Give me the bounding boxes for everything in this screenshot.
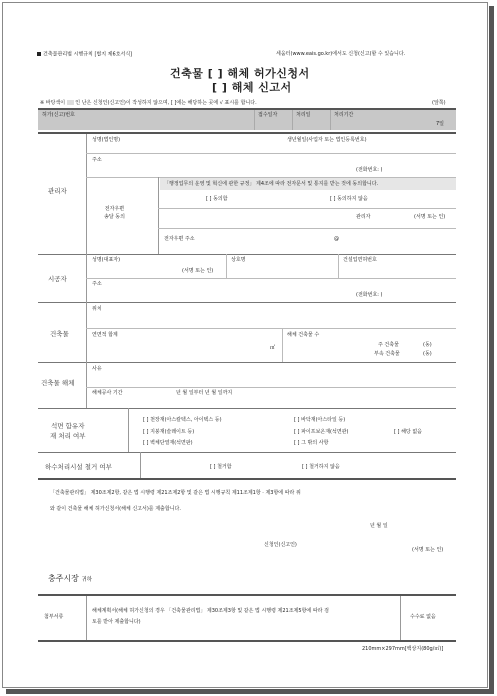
demolition-period-value: 년 월 일부터 년 월 일까지 xyxy=(176,390,233,396)
period-value: 7일 xyxy=(436,121,445,127)
main-building-unit: (동) xyxy=(423,342,432,348)
manager-vertical-divider xyxy=(86,134,87,254)
sub-building-label: 부속 건축물 xyxy=(374,351,400,357)
constructor-name-label: 성명(대표자) xyxy=(92,257,121,263)
declaration-line2: 와 같이 건축물 해체 허가신청서(해체 신고서)를 제출합니다. xyxy=(50,506,181,512)
constructor-company-label: 상호명 xyxy=(231,257,246,263)
manager-birth-label: 생년월일(사업자 또는 법인등록번호) xyxy=(287,137,367,143)
email-at-sign: @ xyxy=(334,236,339,242)
manager-bottom-rule xyxy=(38,254,456,255)
attachments-label: 첨부서류 xyxy=(44,614,64,620)
receipt-divider-3 xyxy=(330,110,331,130)
email-consent-label: 전자우편 송달 동의 xyxy=(104,206,125,220)
instructions xyxy=(40,100,257,106)
constructor-row-rule xyxy=(86,278,456,279)
asbestos-opt-pipe[interactable]: [ ] 파이프보온재(석면관) xyxy=(294,429,349,435)
consent-divider xyxy=(158,177,159,254)
receipt-date-label: 접수일자 xyxy=(258,112,278,118)
page-shadow-right xyxy=(489,6,494,692)
septic-opt-remove[interactable]: [ ] 철거함 xyxy=(210,464,232,470)
demolition-row-rule xyxy=(86,387,456,388)
receipt-divider-2 xyxy=(292,110,293,130)
manager-address-label: 주소 xyxy=(92,157,102,163)
asbestos-opt-roof[interactable]: [ ] 지붕재(슬레이트 등) xyxy=(143,429,195,435)
constructor-divider-2 xyxy=(338,254,339,278)
page-shadow-bottom xyxy=(6,689,494,694)
asbestos-section-label: 석면 함유자 재 처리 여부 xyxy=(50,422,86,440)
receipt-divider-1 xyxy=(254,110,255,130)
form-title-line1: 건축물 [ ] 해체 허가신청서 xyxy=(170,67,310,80)
building-section-label: 건축물 xyxy=(50,330,69,338)
constructor-phone: (전화번호: ) xyxy=(356,292,383,298)
recipient xyxy=(48,575,92,584)
bullet-icon xyxy=(37,52,41,56)
asbestos-opt-other[interactable]: [ ] 그 밖의 사항 xyxy=(294,440,329,446)
manager-section-label: 관리자 xyxy=(48,187,67,195)
receipt-row xyxy=(38,110,456,130)
constructor-bottom-rule xyxy=(38,302,456,303)
fee-label: 수수료 없음 xyxy=(410,614,436,620)
paper-size: 210mm×297mm[백상지(80g/㎡)] xyxy=(362,646,444,652)
consent-agree-option[interactable]: [ ] 동의함 xyxy=(206,196,228,202)
consent-row-rule-2 xyxy=(158,228,456,229)
asbestos-bottom-rule xyxy=(38,452,456,453)
attachments-divider-1 xyxy=(86,596,87,640)
consent-sign-note: (서명 또는 인) xyxy=(414,214,446,220)
declaration-line1: 「건축물관리법」 제30조제2항, 같은 법 시행령 제21조제2항 및 같은 법 시행규칙 제11조제1항 · 제3항에 따라 위 xyxy=(50,490,301,496)
constructor-divider-1 xyxy=(226,254,227,278)
constructor-license-label: 건설업면허번호 xyxy=(343,257,377,263)
instructions-part1: ※ 바탕색이 xyxy=(40,100,66,106)
email-address-label: 전자우편 주소 xyxy=(164,236,195,242)
receipt-bottom-rule xyxy=(38,132,456,134)
declaration-date: 년 월 일 xyxy=(370,523,388,529)
online-notice: 세움터(www.eais.go.kr)에서도 신청(신고)할 수 있습니다. xyxy=(276,51,406,57)
building-count-label: 해체 건축물 수 xyxy=(287,332,320,338)
attachments-top-rule xyxy=(38,594,456,596)
building-divider xyxy=(282,328,283,362)
manager-row-rule-1 xyxy=(86,153,456,154)
consent-text: 「행정업무의 운영 및 혁신에 관한 규정」 제4조에 따라 전자문서 및 통지를 받는 것에 동의합니다. xyxy=(164,181,379,187)
attachments-bottom-rule xyxy=(38,640,456,642)
septic-bottom-rule xyxy=(38,478,456,480)
building-bottom-rule xyxy=(38,362,456,363)
demolition-bottom-rule xyxy=(38,408,456,409)
manager-name-label: 성명(법인명) xyxy=(92,137,121,143)
applicant-label: 신청인(신고인) xyxy=(264,542,297,548)
consent-row-rule xyxy=(158,208,456,209)
process-date-label: 처리일 xyxy=(296,112,311,118)
attachments-text-line2: 토를 받아 제출합니다) xyxy=(92,619,141,625)
attachments-divider-2 xyxy=(400,596,401,640)
form-reference-text: 건축물관리법 시행규칙 [별지 제6호서식] xyxy=(43,51,133,58)
asbestos-opt-wall[interactable]: [ ] 벽체단열재(석면판) xyxy=(143,440,193,446)
recipient-name: 충주시장 xyxy=(48,574,79,583)
constructor-sign-note: (서명 또는 인) xyxy=(182,268,214,274)
building-area-unit: ㎡ xyxy=(270,345,276,351)
constructor-section-label: 시공자 xyxy=(48,275,67,283)
consent-disagree-option[interactable]: [ ] 동의하지 않음 xyxy=(330,196,368,202)
septic-opt-keep[interactable]: [ ] 철거하지 않음 xyxy=(302,464,340,470)
demolition-period-label: 해체공사 기간 xyxy=(92,390,123,396)
recipient-suffix: 귀하 xyxy=(81,577,93,583)
period-label: 처리기간 xyxy=(334,112,354,118)
sub-building-unit: (동) xyxy=(423,351,432,357)
demolition-reason-label: 사유 xyxy=(92,366,102,372)
building-area-label: 연면적 합계 xyxy=(92,332,118,338)
demolition-section-label: 건축물 해체 xyxy=(41,379,75,387)
form-title-line2: [ ] 해체 신고서 xyxy=(212,81,292,94)
asbestos-opt-floor[interactable]: [ ] 바닥재(아스타일 등) xyxy=(294,417,346,423)
constructor-address-label: 주소 xyxy=(92,281,102,287)
asbestos-opt-none[interactable]: [ ] 해당 없음 xyxy=(394,429,422,435)
asbestos-vertical-divider xyxy=(128,408,129,452)
page-side: (앞쪽) xyxy=(432,100,446,106)
asbestos-opt-ceiling[interactable]: [ ] 천장재(아스칼텍스, 아이텍스 등) xyxy=(143,417,222,423)
manager-phone: (전화번호: ) xyxy=(356,167,383,173)
main-building-label: 주 건축물 xyxy=(378,342,399,348)
consent-sign-role: 관리자 xyxy=(356,214,371,220)
receipt-number-label: 허가(신고)번호 xyxy=(42,112,75,118)
building-location-label: 위치 xyxy=(92,306,102,312)
demolition-vertical-divider xyxy=(86,362,87,408)
instructions-part2: 인 난은 신청인(신고인)이 작성하지 않으며, [ ]에는 해당하는 곳에 √ 표시를 합니다. xyxy=(75,100,257,106)
gray-swatch xyxy=(67,100,74,105)
building-row-rule xyxy=(86,328,456,329)
form-reference xyxy=(37,52,132,58)
building-vertical-divider xyxy=(86,302,87,362)
septic-section-label: 하수처리시설 철거 여부 xyxy=(45,463,112,471)
septic-vertical-divider xyxy=(140,452,141,478)
attachments-text-line1: 해체계획서(해체 허가신청의 경우 「건축물관리법」 제30조제3항 및 같은 법 시행령 제21조제5항에 따라 검 xyxy=(92,608,329,614)
applicant-sign-note: (서명 또는 인) xyxy=(412,547,444,553)
